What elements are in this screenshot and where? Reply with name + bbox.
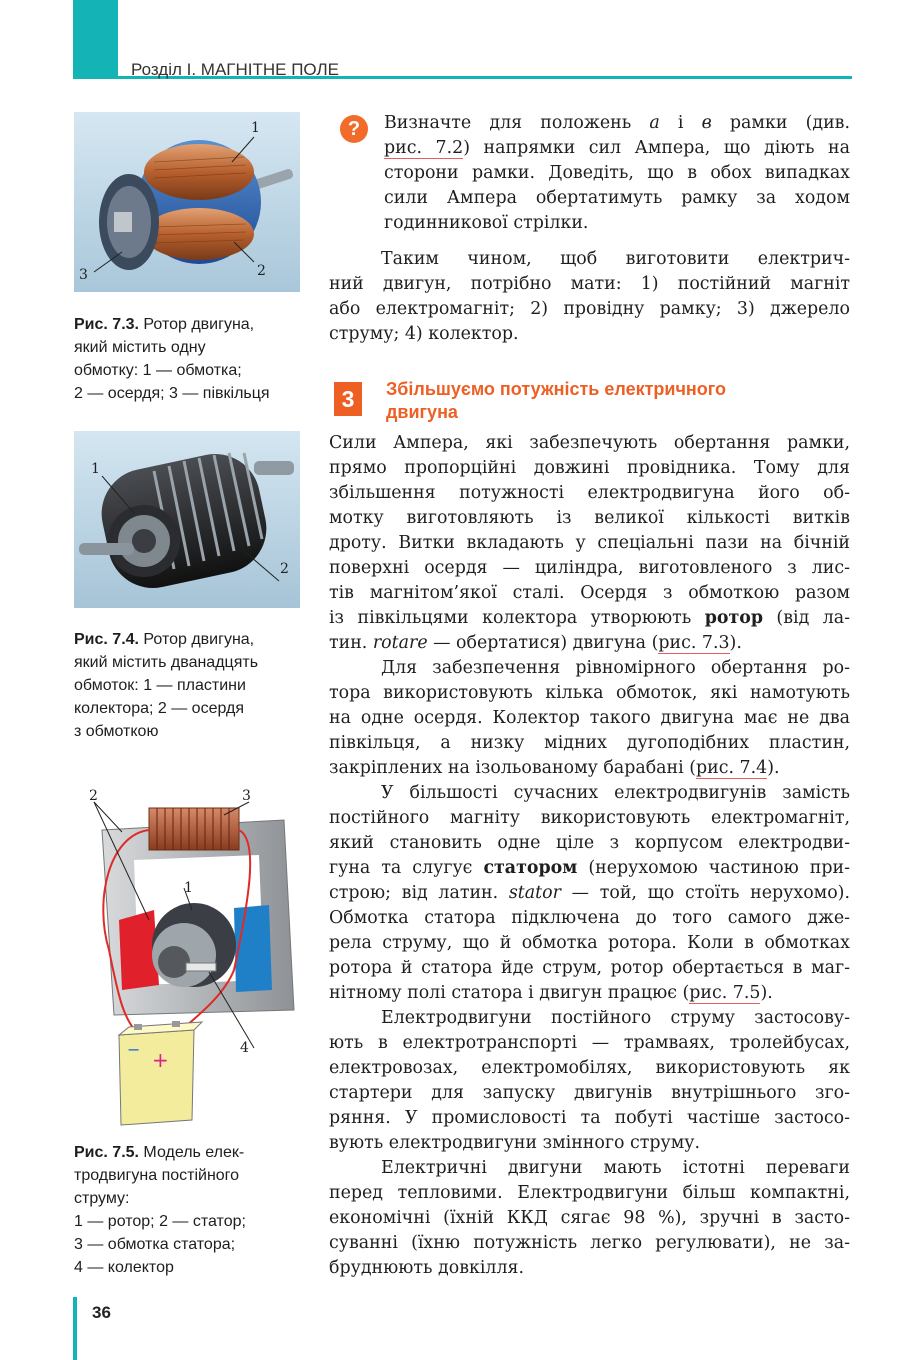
fig74-label-2: 2 xyxy=(280,561,289,577)
fig75-label-3: 3 xyxy=(242,788,251,804)
figure-7-4-caption xyxy=(74,628,306,743)
question-line: сторони рамки. Доведіть, що в обох випадках xyxy=(384,163,850,183)
figure-7-5-caption xyxy=(74,1141,306,1279)
text-run: гуна та слугує xyxy=(329,858,484,878)
caption-line: з обмоткою xyxy=(74,723,159,740)
latin-term: rotare xyxy=(372,633,428,653)
fig73-label-3: 3 xyxy=(79,267,88,283)
fig73-caption-bold: Рис. 7.3. xyxy=(74,316,139,333)
paragraph-line: тора використовують кілька обмоток, які намотують xyxy=(329,683,850,703)
intro-paragraph xyxy=(329,247,850,347)
figure-7-3-labels xyxy=(74,112,300,292)
paragraph-line: струму; 4) колектор. xyxy=(329,324,519,344)
paragraph-line xyxy=(329,981,850,1006)
paragraph-line: Електродвигуни постійного струму застосову- xyxy=(381,1008,850,1028)
paragraph-line: мотку виготовляють із великої кількості витків xyxy=(329,508,850,528)
figure-link-7-2[interactable]: рис. 7.2 xyxy=(384,138,464,158)
fig75-caption-bold: Рис. 7.5. xyxy=(74,1144,139,1161)
question-line: годинникової стрілки. xyxy=(384,213,589,233)
figure-7-4-rotor-photo xyxy=(74,431,300,608)
figure-7-3-rotor-photo xyxy=(74,112,300,292)
caption-line: Ротор двигуна, xyxy=(138,631,255,648)
caption-line: струму: xyxy=(74,1190,130,1207)
fig75-label-2: 2 xyxy=(89,788,98,804)
term-rotor: ротор xyxy=(704,608,763,628)
paragraph-line: ряння. У промисловості та побуті частіше застосо- xyxy=(329,1108,850,1128)
figure-7-3-caption xyxy=(74,313,306,405)
fig74-caption-bold: Рис. 7.4. xyxy=(74,631,139,648)
running-header: Розділ I. МАГНІТНЕ ПОЛЕ xyxy=(131,60,339,79)
paragraph-line: тів магнітом’якої сталі. Осердя з обмоткою разом xyxy=(329,583,850,603)
caption-line: 3 — обмотка статора; xyxy=(74,1236,236,1253)
paragraph-line: електровозах, електромобілях, використовують як xyxy=(329,1058,850,1078)
caption-line: колектора; 2 — осердя xyxy=(74,700,244,717)
text-run: рамки (див. xyxy=(711,113,850,133)
italic-letter: в xyxy=(701,113,712,133)
figure-link-7-4[interactable]: рис. 7.4 xyxy=(696,758,768,778)
fig73-label-1: 1 xyxy=(251,120,260,136)
paragraph-line: бруднюють довкілля. xyxy=(329,1258,525,1278)
paragraph-line: вують електродвигуни змінного струму. xyxy=(329,1133,700,1153)
text-run: — обертатися) двигуна ( xyxy=(427,633,659,653)
paragraph-line: ний двигун, потрібно мати: 1) постійний магніт xyxy=(329,274,850,294)
paragraph-line: Для забезпечення рівномірного обертання ро- xyxy=(381,658,850,678)
question-line: сили Ампера обертатимуть рамку за ходом xyxy=(384,188,850,208)
italic-letter: а xyxy=(649,113,660,133)
caption-line: 4 — колектор xyxy=(74,1259,174,1276)
question-line xyxy=(384,111,850,136)
fig74-label-1: 1 xyxy=(91,461,100,477)
question-block xyxy=(384,111,850,236)
paragraph-line: ротора й статора йде струм, ротор обертається в маг- xyxy=(329,958,850,978)
section-title xyxy=(386,378,806,424)
paragraph-line: Сили Ампера, які забезпечують обертання рамки, xyxy=(329,433,850,453)
paragraph-line: ють в електротранспорті — трамваях, тролейбусах, xyxy=(329,1033,850,1053)
question-icon: ? xyxy=(340,115,368,143)
text-run: із півкільцями колектора утворюють xyxy=(329,608,705,628)
figure-link-7-3[interactable]: рис. 7.3 xyxy=(658,633,730,653)
text-run: тин. xyxy=(329,633,373,653)
figure-7-5-labels xyxy=(74,780,314,1130)
text-run: (нерухомою частиною при- xyxy=(577,858,850,878)
paragraph-line: Обмотка статора підключена до того самого дже- xyxy=(329,908,850,928)
paragraph-line: перед тепловими. Електродвигуни більш компактні, xyxy=(329,1183,850,1203)
caption-line: Модель елек- xyxy=(138,1144,245,1161)
paragraph-line xyxy=(329,856,850,881)
paragraph-line: на одне осердя. Колектор такого двигуна має не два xyxy=(329,708,850,728)
caption-line: 2 — осердя; 3 — півкільця xyxy=(74,385,270,402)
paragraph-line: який становить одне ціле з корпусом електродви- xyxy=(329,833,850,853)
caption-line: обмотку: 1 — обмотка; xyxy=(74,362,242,379)
caption-line: тродвигуна постійного xyxy=(74,1167,240,1184)
page-number: 36 xyxy=(92,1303,111,1322)
paragraph-line: дроту. Витки вкладають у спеціальні пази на бічній xyxy=(329,533,850,553)
paragraph-line: або електромагніт; 2) провідну рамку; 3) джерело xyxy=(329,299,850,319)
text-run: строю; від латин. xyxy=(329,883,509,903)
paragraph-line: суванні (їхню потужність легко регулювати), не за- xyxy=(329,1233,850,1253)
text-run: ). xyxy=(729,633,742,653)
latin-term: stator xyxy=(508,883,561,903)
figure-7-5-motor-model xyxy=(74,780,314,1130)
caption-line: 1 — ротор; 2 — статор; xyxy=(74,1213,246,1230)
figure-link-7-5[interactable]: рис. 7.5 xyxy=(689,983,761,1003)
paragraph-line: поверхні осердя — циліндра, виготовленого з лис- xyxy=(329,558,850,578)
text-run: ). xyxy=(767,758,780,778)
text-run: (від ла- xyxy=(763,608,851,628)
paragraph-line: прямо пропорційні довжині провідника. Тому для xyxy=(329,458,850,478)
fig75-label-4: 4 xyxy=(240,1040,249,1056)
paragraph-line: У більшості сучасних електродвигунів замість xyxy=(381,783,850,803)
paragraph-line: півкільця, а низку мідних дугоподібних пластин, xyxy=(329,733,850,753)
text-run: і xyxy=(659,113,702,133)
footer-accent-bar xyxy=(73,1297,77,1360)
battery-minus-sign: − xyxy=(127,1040,141,1059)
fig73-label-2: 2 xyxy=(257,263,266,279)
section-title-line: Збільшуємо потужність електричного xyxy=(386,379,727,399)
text-run: ). xyxy=(760,983,773,1003)
battery-plus-sign: + xyxy=(152,1048,169,1072)
paragraph-line: економічні (їхній ККД сягає 98 %), зручні в засто- xyxy=(329,1208,850,1228)
caption-line: обмоток: 1 — пластини xyxy=(74,677,246,694)
paragraph-line xyxy=(329,631,850,656)
text-run: ) напрямки сил Ампера, що діють на xyxy=(463,138,850,158)
paragraph-line: рела струму, що й обмотка ротора. Коли в обмотках xyxy=(329,933,850,953)
paragraph-line: постійного магніту використовують електромагніт, xyxy=(329,808,850,828)
text-run: закріплених на ізольованому барабані ( xyxy=(329,758,697,778)
caption-line: який містить одну xyxy=(74,339,206,356)
paragraph-line xyxy=(329,756,850,781)
paragraph-line: стартери для запуску двигунів внутрішнього зго- xyxy=(329,1083,850,1103)
section-number-badge: 3 xyxy=(334,382,362,416)
text-run: Визначте для положень xyxy=(384,113,650,133)
paragraph-line xyxy=(329,606,850,631)
header-accent-bar xyxy=(73,0,118,77)
section-title-line: двигуна xyxy=(386,402,458,422)
question-line xyxy=(384,136,850,161)
fig75-label-1: 1 xyxy=(184,880,193,896)
caption-line: Ротор двигуна, xyxy=(138,316,255,333)
figure-7-4-labels xyxy=(74,431,300,608)
paragraph-line: Електричні двигуни мають істотні переваги xyxy=(381,1158,850,1178)
caption-line: який містить дванадцять xyxy=(74,654,259,671)
term-stator: статором xyxy=(483,858,578,878)
main-body xyxy=(329,431,850,1281)
text-run: — той, що стоїть нерухомо). xyxy=(560,883,850,903)
paragraph-line: Таким чином, щоб виготовити електрич- xyxy=(381,249,850,269)
paragraph-line xyxy=(329,881,850,906)
text-run: нітному полі статора і двигун працює ( xyxy=(329,983,690,1003)
paragraph-line: збільшення потужності електродвигуна його об- xyxy=(329,483,850,503)
